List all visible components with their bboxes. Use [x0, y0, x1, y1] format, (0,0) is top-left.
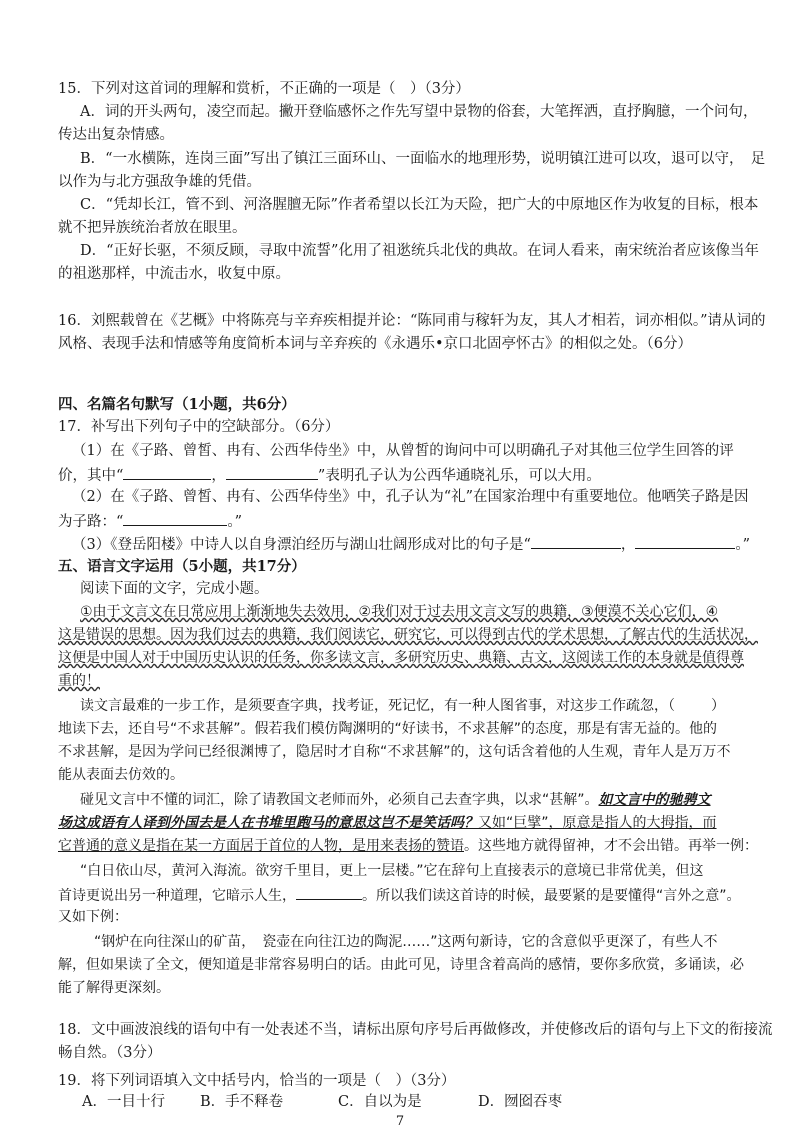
q17-blank-5[interactable] — [635, 532, 735, 549]
q17-item1-text-post: ”表明孔子认为公西华通晓礼乐，可以大用。 — [317, 468, 601, 484]
passage-p4-line2-text-pre: 首诗更说出另一种道理，它暗示人生， — [58, 888, 296, 904]
passage-p2-line1 — [80, 695, 725, 717]
passage-p1-line1: ①由于文言文在日常应用上渐渐地失去效用，②我们对于过去用文言文写的典籍，③便漠不关心它们，④ — [80, 604, 719, 620]
q17-blank-4[interactable] — [531, 532, 621, 549]
reading-instruction: 阅读下面的文字，完成小题。 — [80, 581, 269, 597]
passage-p3-line2 — [58, 812, 717, 834]
passage-p1-line3: 这便是中国人对于中国历史认识的任务，你多读文言，多研究历史、典籍、古文，这阅读工作的本身就是值得尊 — [58, 650, 744, 666]
q15-option-d-line1: D．“正好长驱，不须反顾，寻取中流誓”化用了祖逖统兵北伐的典故。在词人看来，南宋统治者应该像当年 — [80, 243, 759, 259]
q16-line2: 风格、表现手法和情感等角度简析本词与辛弃疾的《永遇乐•京口北固亭怀古》的相似之处。（6分） — [58, 336, 693, 352]
q17-item1-line2 — [58, 463, 601, 487]
q19-option-d[interactable]: D．囫囵吞枣 — [478, 1094, 563, 1110]
q15-option-a-line2: 传达出复杂情感。 — [58, 127, 174, 143]
passage-p3-line1-text: 碰见文言中不懂的词汇，除了请教国文老师而外，必须自己去查字典，以求“甚解”。 — [80, 792, 599, 808]
q15-option-c-line2: 就不把异族统治者放在眼里。 — [58, 220, 247, 236]
q17-item1-text-mid: ， — [211, 468, 226, 484]
passage-p3-line2-underlined: 又如“巨擘”，原意是指人的大拇指，而 — [478, 815, 717, 831]
q17-item3-text-pre: （3）《登岳阳楼》中诗人以自身漂泊经历与湖山壮阔形成对比的句子是“ — [72, 537, 531, 553]
q15-stem: 15．下列对这首词的理解和赏析，不正确的一项是（ ）（3分） — [58, 81, 470, 97]
q15-option-a-line1: A．词的开头两句，凌空而起。撇开登临感怀之作先写望中景物的俗套，大笔挥洒，直抒胸臆，一个问句， — [80, 104, 758, 120]
passage-blank[interactable] — [296, 883, 362, 900]
q15-option-b-line1: B．“一水横陈，连岗三面”写出了镇江三面环山、一面临水的地理形势，说明镇江进可以攻，退可以守， 足 — [80, 151, 766, 167]
passage-p5-line3: 能了解得更深刻。 — [58, 980, 170, 996]
q15-option-d-line2: 的祖逖那样，中流击水，收复中原。 — [58, 266, 290, 282]
q19-option-a[interactable]: A．一目十行 — [82, 1094, 165, 1110]
passage-p5-line1: “钢炉在向往深山的矿苗， 瓷壶在向往江边的陶泥……”这两句新诗，它的含意似乎更深了，有些人不 — [94, 934, 718, 950]
q17-item3-text-post: 。” — [735, 537, 751, 553]
passage-p2-line3: 不求甚解，是因为学问已经很渊博了，隐居时才自称“不求甚解”的，这句话含着他的人生观，青年人是万万不 — [58, 744, 731, 760]
q17-blank-3[interactable] — [123, 509, 227, 526]
q17-item3-text-mid: ， — [620, 537, 636, 553]
page-number: 7 — [395, 1114, 405, 1129]
q16-line1: 16．刘熙载曾在《艺概》中将陈亮与辛弃疾相提并论：“陈同甫与稼轩为友，其人才相若，词亦相似。”请从词的 — [58, 313, 766, 329]
passage-p4-line2 — [58, 883, 741, 907]
q17-item2-line2 — [58, 509, 242, 533]
q17-item2-text-pre: 为子路：“ — [58, 514, 124, 530]
passage-p3-line3 — [58, 835, 758, 857]
passage-p4-line2-text-post: 。所以我们读这首诗的时候，最要紧的是要懂得“言外之意”。 — [362, 888, 741, 904]
q17-item1-text-pre: 价，其中“ — [58, 468, 124, 484]
passage-p2-line1-close: ） — [711, 698, 725, 714]
q18-line1: 18．文中画波浪线的语句中有一处表述不当，请标出原句序号后再做修改，并使修改后的语句与上下文的衔接流 — [58, 1022, 773, 1038]
q19-option-c[interactable]: C．自以为是 — [338, 1094, 422, 1110]
q18-line2: 畅自然。（3分） — [58, 1045, 162, 1061]
passage-p1-line2: 这是错误的思想。因为我们过去的典籍，我们阅读它，研究它，可以得到古代的学术思想，了解古代的生活状况， — [58, 627, 758, 643]
passage-p3-line3-underlined: 它普通的意义是指在某一方面居于首位的人物，是用来表扬的赞语 — [58, 838, 464, 854]
passage-p4-line3: 又如下例： — [58, 909, 128, 925]
q15-option-b-line2: 以作为与北方强敌争雄的凭借。 — [58, 174, 261, 190]
q19-stem: 19．将下列词语填入文中括号内，恰当的一项是（ ）（3分） — [58, 1073, 456, 1089]
q17-item1-line1: （1）在《子路、曾皙、冉有、公西华侍坐》中，从曾皙的询问中可以明确孔子对其他三位学生回答的评 — [72, 443, 734, 459]
passage-p3-line1 — [80, 789, 711, 811]
passage-p2-line4: 能从表面去仿效的。 — [58, 767, 184, 783]
q15-option-c-line1: C．“凭却长江，管不到、河洛腥膻无际”作者希望以长江为天险，把广大的中原地区作为收复的目标，根本 — [80, 197, 759, 213]
passage-p3-line3-text: 。这些地方就得留神，才不会出错。再举一例： — [464, 838, 758, 854]
q17-stem: 17．补写出下列句子中的空缺部分。（6分） — [58, 419, 340, 435]
passage-p5-line2: 解，但如果读了全文，便知道是非常容易明白的话。由此可见，诗里含着高尚的感情，要你多欣赏，多诵读，必 — [58, 957, 744, 973]
q17-item3 — [72, 532, 750, 556]
section-4-title: 四、名篇名句默写（1小题，共6分） — [58, 396, 296, 413]
q17-blank-2[interactable] — [226, 463, 318, 480]
section-5-title: 五、语言文字运用（5小题，共17分） — [58, 558, 306, 575]
q17-item2-line1: （2）在《子路、曾皙、冉有、公西华侍坐》中，孔子认为“礼”在国家治理中有重要地位。他哂笑子路是因 — [72, 489, 749, 505]
passage-p4-line1: “白日依山尽，黄河入海流。欲穷千里目，更上一层楼。”它在辞句上直接表示的意境已非常优美，但这 — [80, 863, 704, 879]
passage-p2-line1-text: 读文言最难的一步工作，是须要查字典，找考证，死记忆，有一种人图省事，对这步工作疏忽，（ — [80, 698, 675, 714]
q17-item2-text-post: 。” — [227, 514, 243, 530]
passage-p3-line2-bold-italic: 场这成语有人译到外国去是人在书堆里跑马的意思这岂不是笑话吗？ — [58, 815, 478, 831]
passage-p1-line4: 重的！ — [58, 673, 100, 689]
passage-p2-line2: 地读下去，还自号“不求甚解”。假若我们模仿陶渊明的“好读书，不求甚解”的态度，那是有害无益的。他的 — [58, 721, 718, 737]
q19-option-b[interactable]: B．手不释卷 — [200, 1094, 284, 1110]
passage-p3-line1-bold-italic: 如文言中的驰骋文 — [598, 792, 711, 808]
q17-blank-1[interactable] — [123, 463, 211, 480]
